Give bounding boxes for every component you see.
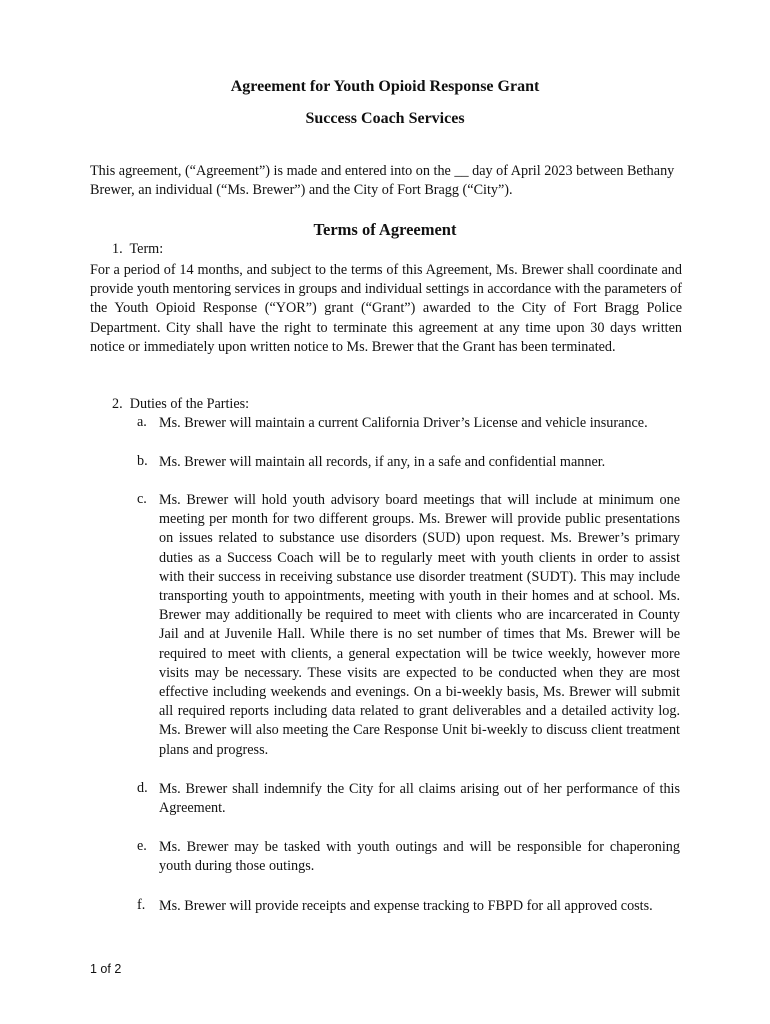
document-subtitle: Success Coach Services	[305, 110, 465, 127]
duty-e-text: Ms. Brewer may be tasked with youth outings and will be responsible for chaperoning youth during those outings.	[159, 839, 680, 875]
section-2-heading	[112, 396, 249, 413]
section-title: Terms of Agreement	[313, 220, 457, 239]
page-number: 1 of 2	[90, 962, 122, 976]
duty-d-text: Ms. Brewer shall indemnify the City for all claims arising out of her performance of this Agreement.	[159, 781, 680, 817]
section-2-number: 2.	[112, 396, 123, 412]
section-1-heading-text: Term:	[129, 241, 164, 257]
section-2-heading-text: Duties of the Parties:	[129, 396, 250, 412]
duty-b-letter: b.	[137, 453, 148, 469]
term-paragraph: For a period of 14 months, and subject to the terms of this Agreement, Ms. Brewer shall coordinate and provide youth mentoring services in groups and individual settings in accordance with the parameters of the Youth Opioid Response (“YOR”) grant (“Grant”) awarded to the City of Fort Bragg Police Department. City shall have the right to terminate this agreement at any time upon 30 days written notice or immediately upon written notice to Ms. Brewer that the Grant has been terminated.	[90, 262, 682, 355]
duty-e-letter: e.	[137, 838, 147, 854]
duty-c-letter: c.	[137, 491, 147, 507]
duty-b-text: Ms. Brewer will maintain all records, if any, in a safe and confidential manner.	[159, 454, 606, 470]
intro-paragraph: This agreement, (“Agreement”) is made and entered into on the __ day of April 2023 between Bethany Brewer, an individual (“Ms. Brewer”) and the City of Fort Bragg (“City”).	[90, 163, 675, 199]
section-1-number: 1.	[112, 241, 123, 257]
duty-d-letter: d.	[137, 780, 148, 796]
document-title: Agreement for Youth Opioid Response Grant	[230, 78, 540, 95]
section-1-heading	[112, 241, 163, 258]
duty-a-letter: a.	[137, 414, 147, 430]
duty-f-text: Ms. Brewer will provide receipts and expense tracking to FBPD for all approved costs.	[159, 898, 653, 914]
duty-f-letter: f.	[137, 897, 146, 913]
duty-c-text: Ms. Brewer will hold youth advisory board meetings that will include at minimum one meeting per month for two different groups. Ms. Brewer will provide public presentations on issues related to substance use disorders (SUD) upon request. Ms. Brewer’s primary duties as a Success Coach will be to regularly meet with youth clients in order to assist with their success in receiving substance use disorder treatment (SUDT). This may include transporting youth to appointments, meeting with youth in their homes and at school. Ms. Brewer may additionally be required to meet with clients who are incarcerated in County Jail and at Juvenile Hall. While there is no set number of times that Ms. Brewer will be required to meet with clients, a general expectation will be twice weekly, however more visits may be necessary. These visits are expected to be conducted when they are most effective including weekends and evenings. On a bi-weekly basis, Ms. Brewer will submit all required reports including data related to grant deliverables and a detailed activity log. Ms. Brewer will also meeting the Care Response Unit bi-weekly to discuss client treatment plans and progress.	[159, 492, 680, 758]
duty-a-text: Ms. Brewer will maintain a current California Driver’s License and vehicle insurance.	[159, 415, 648, 431]
